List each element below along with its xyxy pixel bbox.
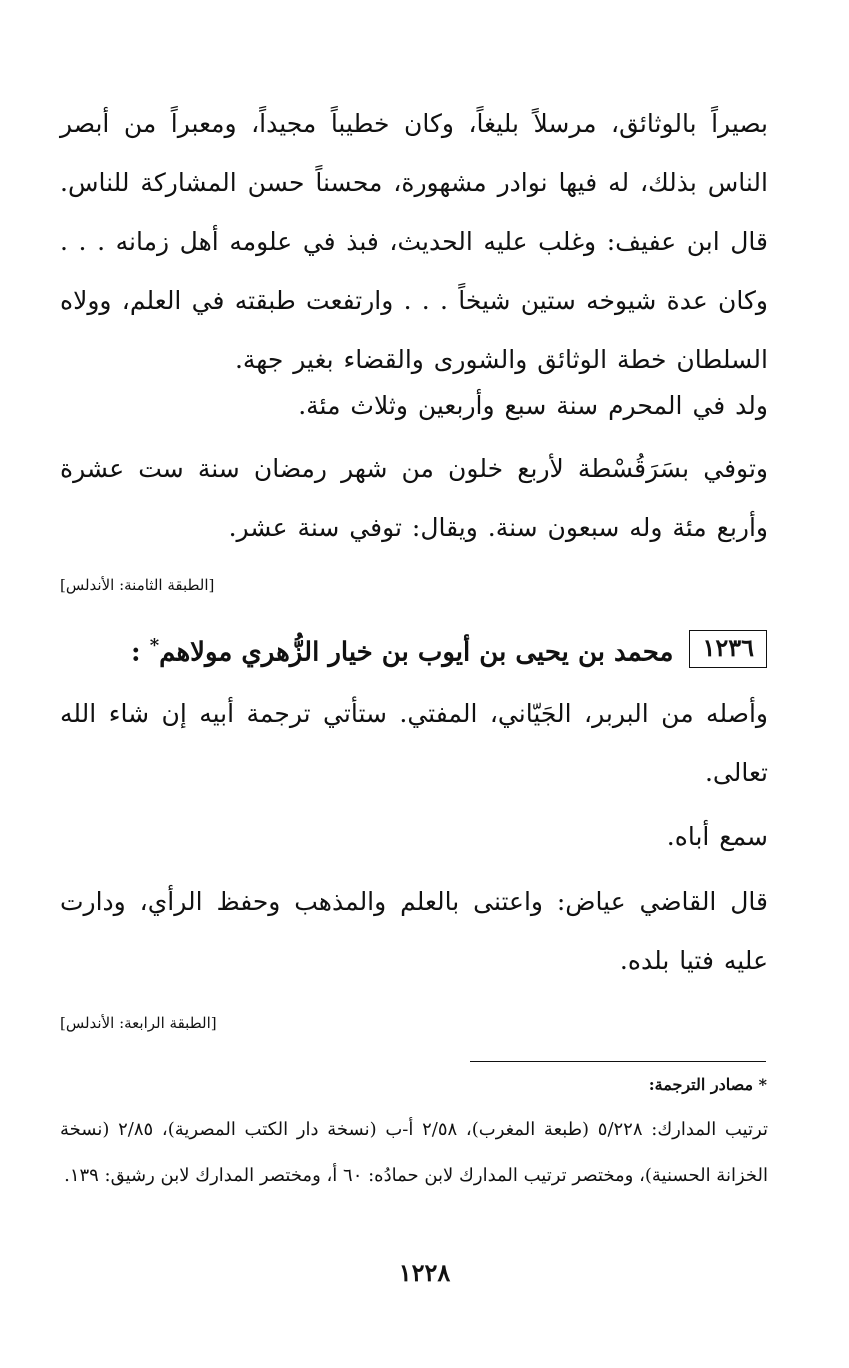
footnote-marker: * (149, 635, 160, 656)
entry-number-box: ١٢٣٦ (689, 630, 767, 668)
heard-paragraph: سمع أباه. (666, 822, 768, 851)
entry-title-colon: : (131, 637, 141, 668)
entry-heading (131, 626, 767, 673)
footnote-divider (470, 1061, 766, 1062)
death-paragraph: وتوفي بسَرَقُسْطة لأربع خلون من شهر رمضان سنة ست عشرة وأربع مئة وله سبعون سنة. ويقال: توفي سنة عشر. (60, 454, 768, 542)
qadi-paragraph: قال القاضي عياض: واعتنى بالعلم والمذهب وحفظ الرأي، ودارت عليه فتيا بلده. (60, 887, 768, 975)
class-tag-prev: [الطبقة الثامنة: الأندلس] (60, 576, 215, 594)
origin-paragraph: وأصله من البربر، الجَيّاني، المفتي. ستأتي ترجمة أبيه إن شاء الله تعالى. (60, 699, 768, 787)
birth-paragraph: ولد في المحرم سنة سبع وأربعين وثلاث مئة. (298, 391, 768, 420)
footnote-text: ترتيب المدارك: ٥/٢٢٨ (طبعة المغرب)، ٢/٥٨ أ-ب (نسخة دار الكتب المصرية)، ٢/٨٥ (نسخة الخزانة الحسنية)، ومختصر ترتيب المدارك لابن حمادُه: ٦٠ أ، ومختصر المدارك لابن رشيق: ١٣٩. (60, 1119, 768, 1186)
page-number: ١٢٢٨ (398, 1258, 451, 1287)
entry-title-text: محمد بن يحيى بن أيوب بن خيار الزُّهري مولاهم (159, 637, 674, 668)
entry-title (131, 626, 673, 673)
footnote-heading: * مصادر الترجمة: (648, 1075, 767, 1094)
class-tag-entry: [الطبقة الرابعة: الأندلس] (60, 1014, 217, 1032)
bio-paragraph: بصيراً بالوثائق، مرسلاً بليغاً، وكان خطيباً مجيداً، ومعبراً من أبصر الناس بذلك، له فيها نوادر مشهورة، محسناً حسن المشاركة للناس. قال ابن عفيف: وغلب عليه الحديث، فبذ في علومه أهل زمانه . . . وكان عدة شيوخه ستين شيخاً . . . وارتفعت طبقته في العلم، وولاه السلطان خطة الوثائق والشورى والقضاء بغير جهة. (60, 109, 768, 374)
